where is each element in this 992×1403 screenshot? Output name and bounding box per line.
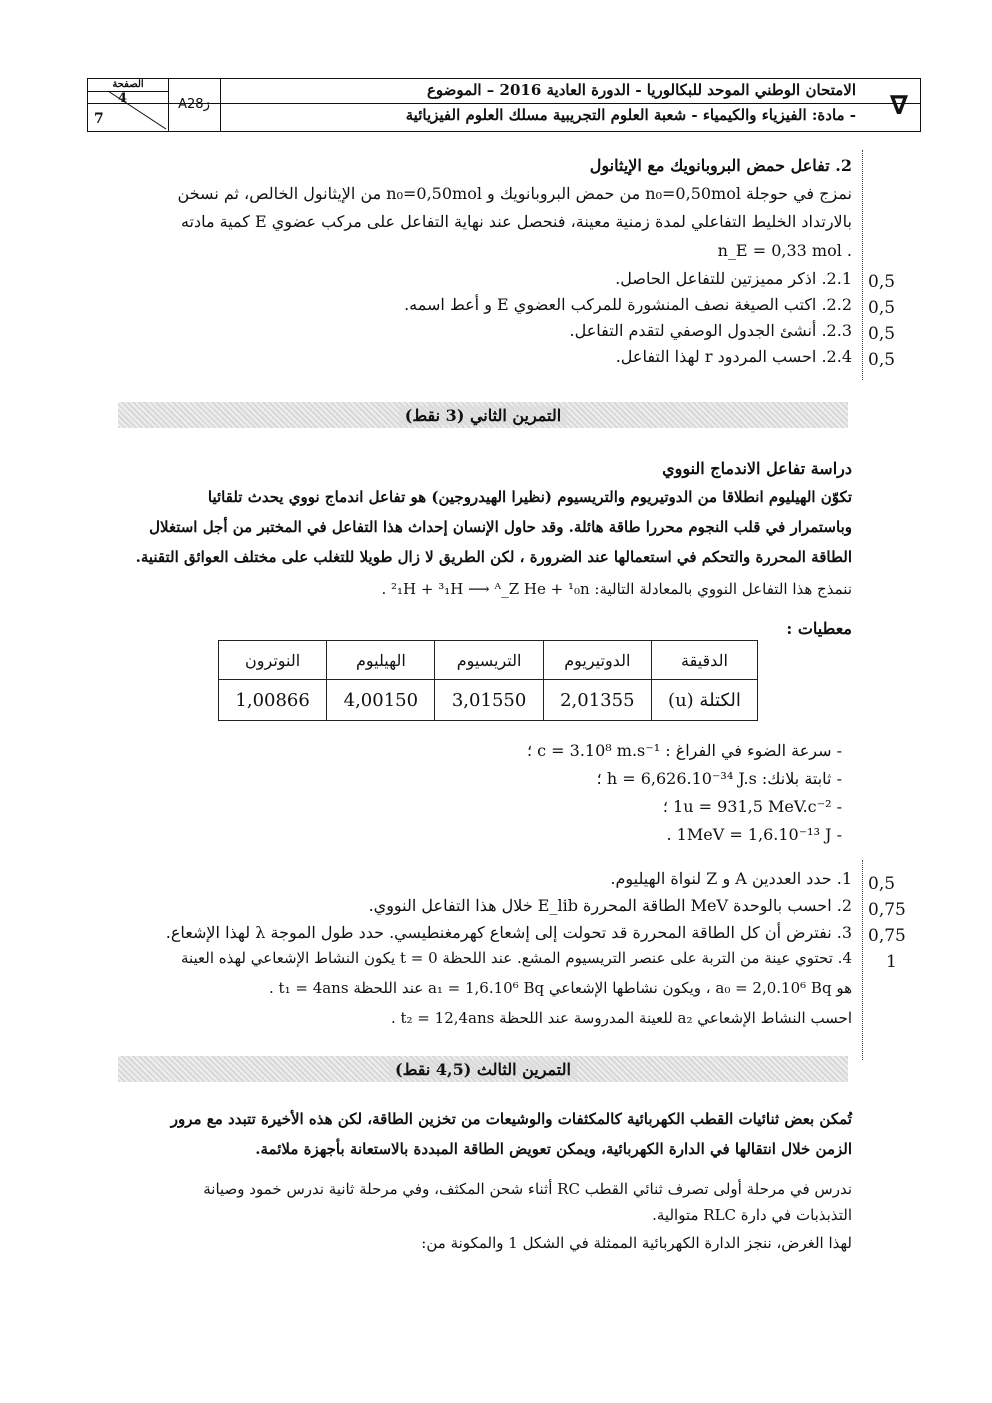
exam-code: A28ز [168,79,221,131]
page-number-box [88,79,169,131]
table-row [219,641,758,680]
table-cell: 2,01355 [543,680,651,721]
ministry-logo-icon: ∇ [889,91,908,121]
exam-header [87,78,921,132]
page-label: الصفحة [88,79,168,92]
question: 2.1. اذكر مميزتين للتفاعل الحاصل. [615,269,852,288]
paragraph-line: الطاقة المحررة والتحكم في استعمالها عند الضرورة ، لكن الطريق لا زال طويلا للتغلب على مختلف العوائق التقنية. [135,548,852,566]
table-cell: 4,00150 [327,680,435,721]
equation-line: ننمذج هذا التفاعل النووي بالمعادلة التالية: ²₁H + ³₁H ⟶ ᴬ_Z He + ¹₀n . [381,580,852,598]
mass-table [218,640,758,721]
paragraph-line: ندرس في مرحلة أولى تصرف ثنائي القطب RC أثناء شحن المكثف، وفي مرحلة ثانية ندرس خمود وصيانة [203,1180,852,1198]
score: 0,5 [868,324,896,344]
given-value: - 1MeV = 1,6.10⁻¹³ J . [666,825,842,844]
question: احسب النشاط الإشعاعي a₂ للعينة المدروسة عند اللحظة t₂ = 12,4ans . [390,1009,852,1027]
table-cell: 3,01550 [435,680,543,721]
paragraph-line: . n_E = 0,33 mol [717,241,852,260]
exercise-banner [118,1056,848,1082]
score: 0,5 [868,298,896,318]
paragraph-line: وباستمرار في قلب النجوم محررا طاقة هائلة. وقد حاول الإنسان إحداث هذا التفاعل في المختبر من أجل استغلال [149,518,852,536]
paragraph-line: لهذا الغرض، ننجز الدارة الكهربائية الممثلة في الشكل 1 والمكونة من: [421,1234,852,1252]
score: 0,5 [868,874,896,894]
table-cell: 1,00866 [219,680,327,721]
score: 0,75 [868,900,906,920]
section-heading: 2. تفاعل حمض البروبانويك مع الإيثانول [589,156,852,175]
paragraph-line: تكوّن الهيليوم انطلاقا من الدوتيريوم والتريسيوم (نظيرا الهيدروجين) هو تفاعل اندماج نووي يحدث تلقائيا [207,488,852,506]
margin-rule [862,150,863,380]
data-label: معطيات : [786,619,852,638]
score: 0,5 [868,272,896,292]
paragraph-line: نمزج في حوجلة n₀=0,50mol من حمض البروبانويك و n₀=0,50mol من الإيثانول الخالص، ثم نسخن [177,184,852,203]
paragraph-line: تُمكن بعض ثنائيات القطب الكهربائية كالمكثفات والوشيعات من تخزين الطاقة، لكن هذه الأخيرة تتبدد مع مرور [170,1110,852,1128]
question: 2.4. احسب المردود r لهذا التفاعل. [615,347,852,366]
score: 0,75 [868,926,906,946]
section-heading: دراسة تفاعل الاندماج النووي [662,459,852,478]
score: 0,5 [868,350,896,370]
given-value: - 1u = 931,5 MeV.c⁻² ؛ [662,797,842,816]
table-cell: الهيليوم [327,641,435,680]
paragraph-line: بالارتداد الخليط التفاعلي لمدة زمنية معينة، فنحصل عند نهاية التفاعل على مركب عضوي E كمية مادته [180,212,852,231]
given-value: - سرعة الضوء في الفراغ : c = 3.10⁸ m.s⁻¹ ؛ [526,741,842,760]
paragraph-line: الزمن خلال انتقالها في الدارة الكهربائية، ويمكن تعويض الطاقة المبددة بالاستعانة بأجهزة ملائمة. [255,1140,852,1158]
table-cell: الكتلة (u) [651,680,757,721]
exercise-title: التمرين الثالث (4,5 نقط) [389,1060,577,1079]
table-cell: الدقيقة [651,641,757,680]
question: 4. تحتوي عينة من التربة على عنصر التريسيوم المشع. عند اللحظة t = 0 يكون النشاط الإشعاعي لهذه العينة [180,949,852,967]
exam-title: الامتحان الوطني الموحد للبكالوريا - الدورة العادية 2016 – الموضوع [426,81,856,99]
exercise-title: التمرين الثاني (3 نقط) [399,406,567,425]
score: 1 [886,952,897,972]
question: 3. نفترض أن كل الطاقة المحررة قد تحولت إلى إشعاع كهرمغنطيسي. حدد طول الموجة λ لهذا الإشعاع. [165,923,852,942]
margin-rule [862,860,863,1060]
given-value: - ثابتة بلانك: h = 6,626.10⁻³⁴ J.s ؛ [596,769,842,788]
page-current: 4 [118,91,128,106]
question: 1. حدد العددين A و Z لنواة الهيليوم. [610,869,852,888]
table-cell: النوترون [219,641,327,680]
question: 2.2. اكتب الصيغة نصف المنشورة للمركب العضوي E و أعط اسمه. [404,295,852,314]
page-total: 7 [94,111,104,127]
question: 2. احسب بالوحدة MeV الطاقة المحررة E_lib خلال هذا التفاعل النووي. [368,896,852,915]
table-row [219,680,758,721]
exam-subject: - مادة: الفيزياء والكيمياء - شعبة العلوم التجريبية مسلك العلوم الفيزيائية [405,106,856,124]
paragraph-line: التذبذبات في دارة RLC متوالية. [652,1206,852,1224]
question: 2.3. أنشئ الجدول الوصفي لتقدم التفاعل. [569,321,852,340]
table-cell: الدوتيريوم [543,641,651,680]
question: هو a₀ = 2,0.10⁶ Bq ، ويكون نشاطها الإشعاعي a₁ = 1,6.10⁶ Bq عند اللحظة t₁ = 4ans . [269,979,852,997]
exercise-banner [118,402,848,428]
table-cell: التريسيوم [435,641,543,680]
